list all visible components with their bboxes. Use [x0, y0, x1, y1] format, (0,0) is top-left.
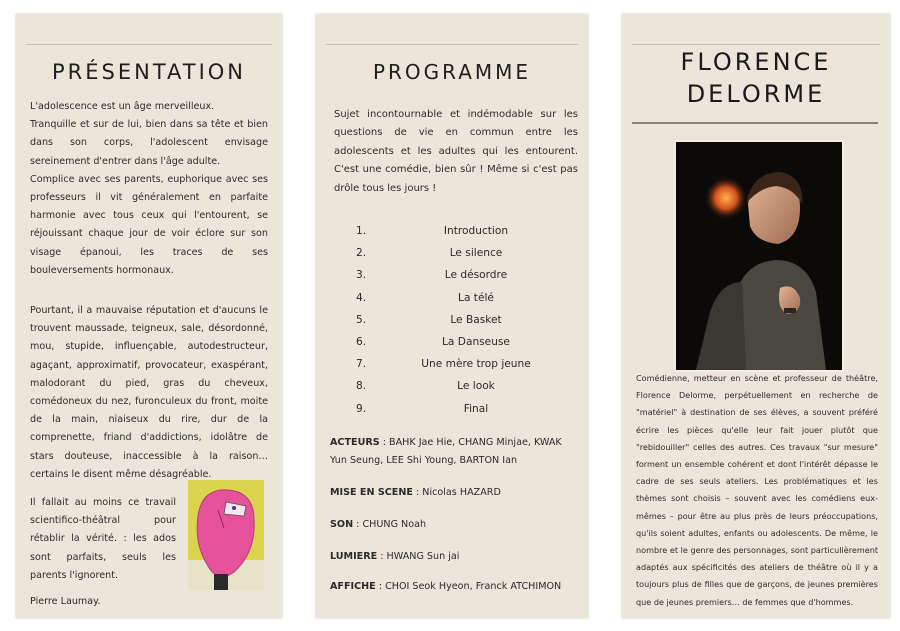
programme-item — [334, 353, 578, 375]
portrait-photo-icon — [674, 140, 844, 372]
programme-item-title: Le look — [457, 380, 495, 393]
artist-name — [622, 46, 890, 110]
programme-panel — [316, 14, 588, 618]
programme-item — [334, 287, 578, 309]
artist-first-name: FLORENCE — [680, 48, 832, 76]
credit-names: Nicolas HAZARD — [422, 487, 501, 498]
programme-item — [334, 398, 578, 420]
programme-item-number: 3. — [356, 269, 367, 282]
top-rule — [632, 44, 880, 45]
credit-names: CHOI Seok Hyeon, Franck ATCHIMON — [385, 581, 562, 592]
biography-text: Comédienne, metteur en scène et professeur de théâtre, Florence Delorme, perpétuellement en recherche de "matériel" à destination de ses élèves, a souvent préféré écrire les pièces qu'elle leur fait jouer plutôt que "rebidouiller" celles des autres. Ces travaux "sur mesure" forment un ensemble cohérent et dont l'intérêt dépasse le cadre de ses seuls ateliers. Les problématiques et les thèmes sont choisis – souvent avec les comédiens eux-mêmes – pour être au plus près de leurs préoccupations, qu'ils soient adultes, enfants ou adolescents. De même, le nombre et le genre des personnages, sont particulièrement adaptés aux spécificités des ateliers de théâtre où il y a toujours plus de filles que de garçons, de jeunes premières que de jeunes premiers… de femmes que d'hommes. — [636, 373, 878, 607]
signature: Pierre Laumay. — [30, 596, 101, 607]
programme-item-number: 7. — [356, 358, 367, 371]
presentation-panel — [16, 14, 282, 618]
programme-item — [334, 375, 578, 397]
programme-item-number: 6. — [356, 335, 367, 348]
programme-item-title: Le désordre — [444, 269, 508, 282]
programme-item — [334, 331, 578, 353]
programme-item-title: Le silence — [449, 247, 503, 260]
credit-line: ACTEURS : BAHK Jae Hie, CHANG Minjae, KWAK Yun Seung, LEE Shi Young, BARTON Ian — [330, 437, 562, 466]
programme-intro: Sujet incontournable et indémodable sur les questions de vie en commun entre les adolescents et les adultes qui les entourent. C'est une comédie, bien sûr ! Même si c'est pas drôle tous les jours ! — [334, 109, 578, 194]
programme-item-title: La télé — [458, 291, 494, 304]
presentation-title: PRÉSENTATION — [51, 60, 247, 84]
biography-panel — [622, 14, 890, 618]
programme-item-number: 4. — [356, 291, 367, 304]
presentation-paragraph-2: Pourtant, il a mauvaise réputation et d'aucuns le trouvent maussade, teigneux, sale, désordonné, mou, stupide, influençable, autodestructeur, agaçant, approximatif, provocateur, exaspérant, malodorant du pied, gras du cheveux, comédoneux du nez, furonculeux du front, moite de la main, niaiseux du rire, dur de la comprenette, friand d'addictions, idolâtre de stars douteuse, inaccessible à la raison… certains le disent même désagréable. — [30, 305, 268, 480]
credit-role: AFFICHE — [330, 581, 376, 592]
programme-item-number: 9. — [356, 402, 367, 415]
name-underline — [632, 122, 878, 124]
credit-names: BAHK Jae Hie, CHANG Minjae, KWAK Yun Seung, LEE Shi Young, BARTON Ian — [330, 437, 562, 466]
programme-item-title: Final — [463, 402, 489, 415]
credit-line: SON : CHUNG Noah — [330, 519, 427, 530]
programme-item — [334, 220, 578, 242]
credit-role: MISE EN SCENE — [330, 487, 413, 498]
presentation-paragraph-1: L'adolescence est un âge merveilleux. Tranquille et sur de lui, bien dans sa tête et bien dans son corps, l'adolescent envisage sereinement d'entrer dans l'âge adulte. Complice avec ses parents, euphorique avec ses professeurs il vit généralement en parfaite harmonie avec tous ceux qui l'entourent, se réjouissant chaque jour de voir éclore sur son visage épanoui, les traces de ses bouleversements hormonaux. — [30, 101, 268, 276]
programme-item — [334, 309, 578, 331]
top-rule — [26, 44, 272, 45]
programme-item-title: La Danseuse — [442, 335, 510, 348]
credit-role: SON — [330, 519, 354, 530]
programme-item-title: Le Basket — [450, 313, 502, 326]
credit-names: CHUNG Noah — [362, 519, 427, 530]
artist-last-name: DELORME — [686, 80, 826, 108]
credit-line: MISE EN SCENE : Nicolas HAZARD — [330, 487, 501, 498]
programme-item-number: 5. — [356, 313, 367, 326]
top-rule — [326, 44, 578, 45]
credit-line: LUMIERE : HWANG Sun jai — [330, 551, 460, 562]
programme-item — [334, 242, 578, 264]
credit-line: AFFICHE : CHOI Seok Hyeon, Franck ATCHIMON — [330, 581, 562, 592]
credit-names: HWANG Sun jai — [386, 551, 460, 562]
programme-item-number: 1. — [356, 225, 367, 237]
presentation-paragraph-3: Il fallait au moins ce travail scientifico-théâtral pour rétablir la vérité. : les ados sont parfaits, seuls les parents l'ignorent. — [30, 497, 176, 581]
programme-item-title: Introduction — [443, 225, 509, 237]
programme-item-number: 8. — [356, 380, 367, 393]
programme-title: PROGRAMME — [372, 60, 532, 84]
programme-item-title: Une mère trop jeune — [421, 358, 531, 371]
programme-list — [334, 220, 578, 420]
programme-item-number: 2. — [356, 247, 367, 260]
credit-role: ACTEURS — [330, 437, 380, 448]
programme-item — [334, 264, 578, 286]
credit-role: LUMIERE — [330, 551, 378, 562]
child-drawing-icon — [188, 480, 264, 590]
